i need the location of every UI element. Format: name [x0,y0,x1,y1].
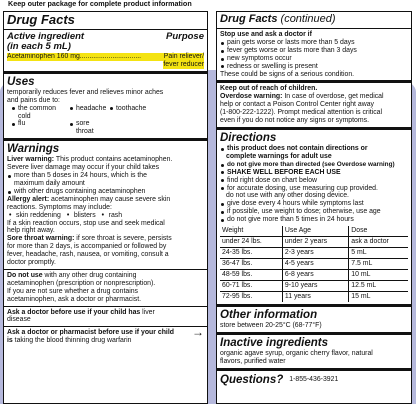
questions-phone[interactable]: 1-855-436-3921 [289,376,339,384]
other-title: Other information [220,309,318,322]
uses-text1: temporarily reduces fever and relieves minor aches [7,88,164,96]
overdose-text4: even if you do not notice any signs or symptoms. [220,117,369,125]
dose-row [220,292,408,303]
ask2-label1: Ask a doctor or pharmacist before use if your child [7,329,174,337]
dose-row [220,259,408,270]
inactive-title: Inactive ingredients [220,336,329,349]
liver-text2: Severe liver damage may occur if your child takes [7,164,160,172]
panel-title-continued [220,13,408,26]
dnu-text3: If you are not sure whether a drug contains [7,287,138,295]
directions-section [217,130,411,307]
dir-item: SHAKE WELL BEFORE EACH USE [220,169,408,177]
use-item: sore throat [69,120,101,136]
dir-item: do not give more than directed (see Overdose warning) [220,161,408,169]
dose-table-header [220,226,408,237]
overdose-text2: help or contact a Poison Control Center right away [220,101,374,109]
purpose-heading: Purpose [165,31,204,42]
dnu-text4: acetaminophen, ask a doctor or pharmacist. [7,295,142,303]
dir-item-cont: complete warnings for adult use [226,152,332,160]
sore-throat-warning [7,235,204,243]
do-not-use [7,272,204,280]
dose-cell: 9-10 years [282,281,348,292]
ask-doctor [7,309,204,317]
allergy-label: Allergy alert: [7,195,50,203]
dose-header-cell: Weight [220,226,282,237]
allergy-alert [7,196,204,204]
dnu-text1: with any other drug containing [42,271,137,279]
ask2-text: taking the blood thinning drug warfarin [12,337,132,345]
do-not-use-section [4,270,207,307]
questions-title: Questions? [220,373,284,386]
dir-item: for accurate dosing, use measuring cup provided. [220,185,408,193]
dose-cell: 4-5 years [282,259,348,270]
dose-cell: 15 mL [349,292,408,303]
use-item: flu [11,120,61,136]
dir-item: do not give more than 5 times in 24 hours [220,216,408,224]
liver-list [7,172,204,196]
inactive-section [217,335,411,371]
dose-cell: 24-35 lbs. [220,248,282,259]
sore-text2: for more than 2 days, is accompanied or followed by [7,243,167,251]
title-section [4,12,207,30]
uses-section [4,74,207,141]
ask2-label2: is [7,337,13,345]
right-title: Drug Facts [220,13,278,25]
dose-row [220,248,408,259]
use-item: toothache [109,105,149,121]
allergy-item: • blisters [66,211,96,219]
drug-facts-panel-right [216,11,412,404]
allergy-text2: reactions. Symptoms may include: [7,203,112,211]
allergy-text4: help right away. [7,227,55,235]
liver-label: Liver warning: [7,156,55,164]
allergy-text1: acetaminophen may cause severe skin [49,195,171,203]
dose-row [220,237,408,248]
continued-arrow-icon: → [192,325,204,340]
dnu-text2: acetaminophen (prescription or nonprescription). [7,279,156,287]
uses-text2: and pains due to: [7,96,60,104]
sore-text3: fever, headache, rash, nausea, or vomiting, consult a [7,251,169,259]
dose-cell: under 2 years [282,237,348,248]
ask-pharmacist [7,337,204,345]
overdose-text1: In case of overdose, get medical [282,93,384,101]
panel-title: Drug Facts [7,12,75,27]
title-section-continued [217,12,411,29]
stop-list [220,39,408,71]
ask1-label: Ask a doctor before use if your child has [7,308,141,316]
dir-item-cont: do not use with any other dosing device. [226,192,349,200]
stop-note: These could be signs of a serious condition. [220,70,355,78]
dose-cell: 48-59 lbs. [220,270,282,281]
purpose-value [163,53,204,69]
dose-row [220,281,408,292]
other-info-section [217,307,411,335]
stop-item: redness or swelling is present [220,63,408,71]
purpose-line2: fever reducer [163,60,204,68]
liver-item: more than 5 doses in 24 hours, which is the [7,172,204,180]
dir-item: if possible, use weight to dose; otherwise, use age [220,208,408,216]
allergy-item-text: skin reddening [16,211,61,219]
directions-title: Directions [220,131,277,144]
inactive-text1: organic agave syrup, organic cherry flavor, natural [220,349,373,357]
allergy-text3: If a skin reaction occurs, stop use and seek medical [7,219,165,227]
dose-row [220,270,408,281]
dose-table [220,226,408,302]
uses-list [11,105,204,137]
use-item: the common cold [11,105,61,121]
dose-cell: 7.5 mL [349,259,408,270]
dose-cell: ask a doctor [349,237,408,248]
allergy-item: • skin reddening [9,211,61,219]
questions-section [217,371,411,389]
ingredient-line [7,53,163,61]
stop-item: pain gets worse or lasts more than 5 days [220,39,408,47]
ingredient-name: Acetaminophen 160 mg [7,53,80,60]
stop-use-section [217,29,411,83]
warnings-title: Warnings [7,143,60,156]
sore-text4: doctor promptly. [7,259,56,267]
other-text: store between 20-25°C (68-77°F) [220,322,322,330]
stop-item: fever gets worse or lasts more than 3 days [220,47,408,55]
active-ingredient-heading: Active ingredient [7,31,85,42]
warnings-section [4,141,207,270]
overdose-text3: (1-800-222-1222). Prompt medical attention is critical [220,109,383,117]
dose-header-cell: Dose [349,226,408,237]
liver-warning [7,156,204,164]
allergy-item-text: blisters [73,211,96,219]
ask-pharmacist-section [4,327,207,347]
dose-cell: 36-47 lbs. [220,259,282,270]
top-note: Keep outer package for complete product information [8,0,192,8]
uses-title: Uses [7,75,35,88]
dose-cell: 60-71 lbs. [220,281,282,292]
sore-text1: if sore throat is severe, persists [74,235,172,243]
ask-doctor-section [4,307,207,328]
dose-cell: 10 mL [349,270,408,281]
allergy-item-text: rash [108,211,123,219]
sore-label: Sore throat warning: [7,235,75,243]
keep-heading: Keep out of reach of children. [220,85,318,93]
overdose-label: Overdose warning: [220,93,283,101]
allergy-item: • rash [101,211,123,219]
active-ingredient-sub: (in each 5 mL) [7,41,71,52]
stop-heading: Stop use and ask a doctor if [220,31,312,38]
ingredient-dots: ................................ [79,53,142,60]
stop-item: new symptoms occur [220,55,408,63]
use-item: headache [69,105,101,121]
dose-cell: under 24 lbs. [220,237,282,248]
dose-cell: 72-95 lbs. [222,293,253,301]
dose-cell: 2-3 years [282,248,348,259]
directions-list [220,145,408,224]
dir-item: find right dose on chart below [220,177,408,185]
inactive-text2: flavors, purified water [220,357,286,365]
dose-cell: 5 mL [349,248,408,259]
dose-cell: 6-8 years [282,270,348,281]
ask1-text2: disease [7,316,31,324]
liver-text1: This product contains acetaminophen. [54,156,173,164]
dir-item: this product does not contain directions or [220,145,408,153]
ask1-text: liver [140,308,155,316]
dir-item: give dose every 4 hours while symptoms last [220,200,408,208]
overdose-warning [220,93,408,101]
dnu-label: Do not use [7,271,43,279]
dose-cell: 12.5 mL [349,281,408,292]
liver-item-cont: maximum daily amount [14,179,85,187]
active-ingredient-section [4,30,207,74]
drug-facts-panel-left [3,11,208,404]
right-title-cont: (continued) [277,13,336,25]
liver-item: with other drugs containing acetaminophen [7,188,204,196]
dose-header-cell: Use Age [282,226,348,237]
dose-cell: 11 years [282,292,348,303]
purpose-line1: Pain reliever/ [163,53,204,60]
allergy-list [9,212,204,220]
keep-out-section [217,83,411,130]
